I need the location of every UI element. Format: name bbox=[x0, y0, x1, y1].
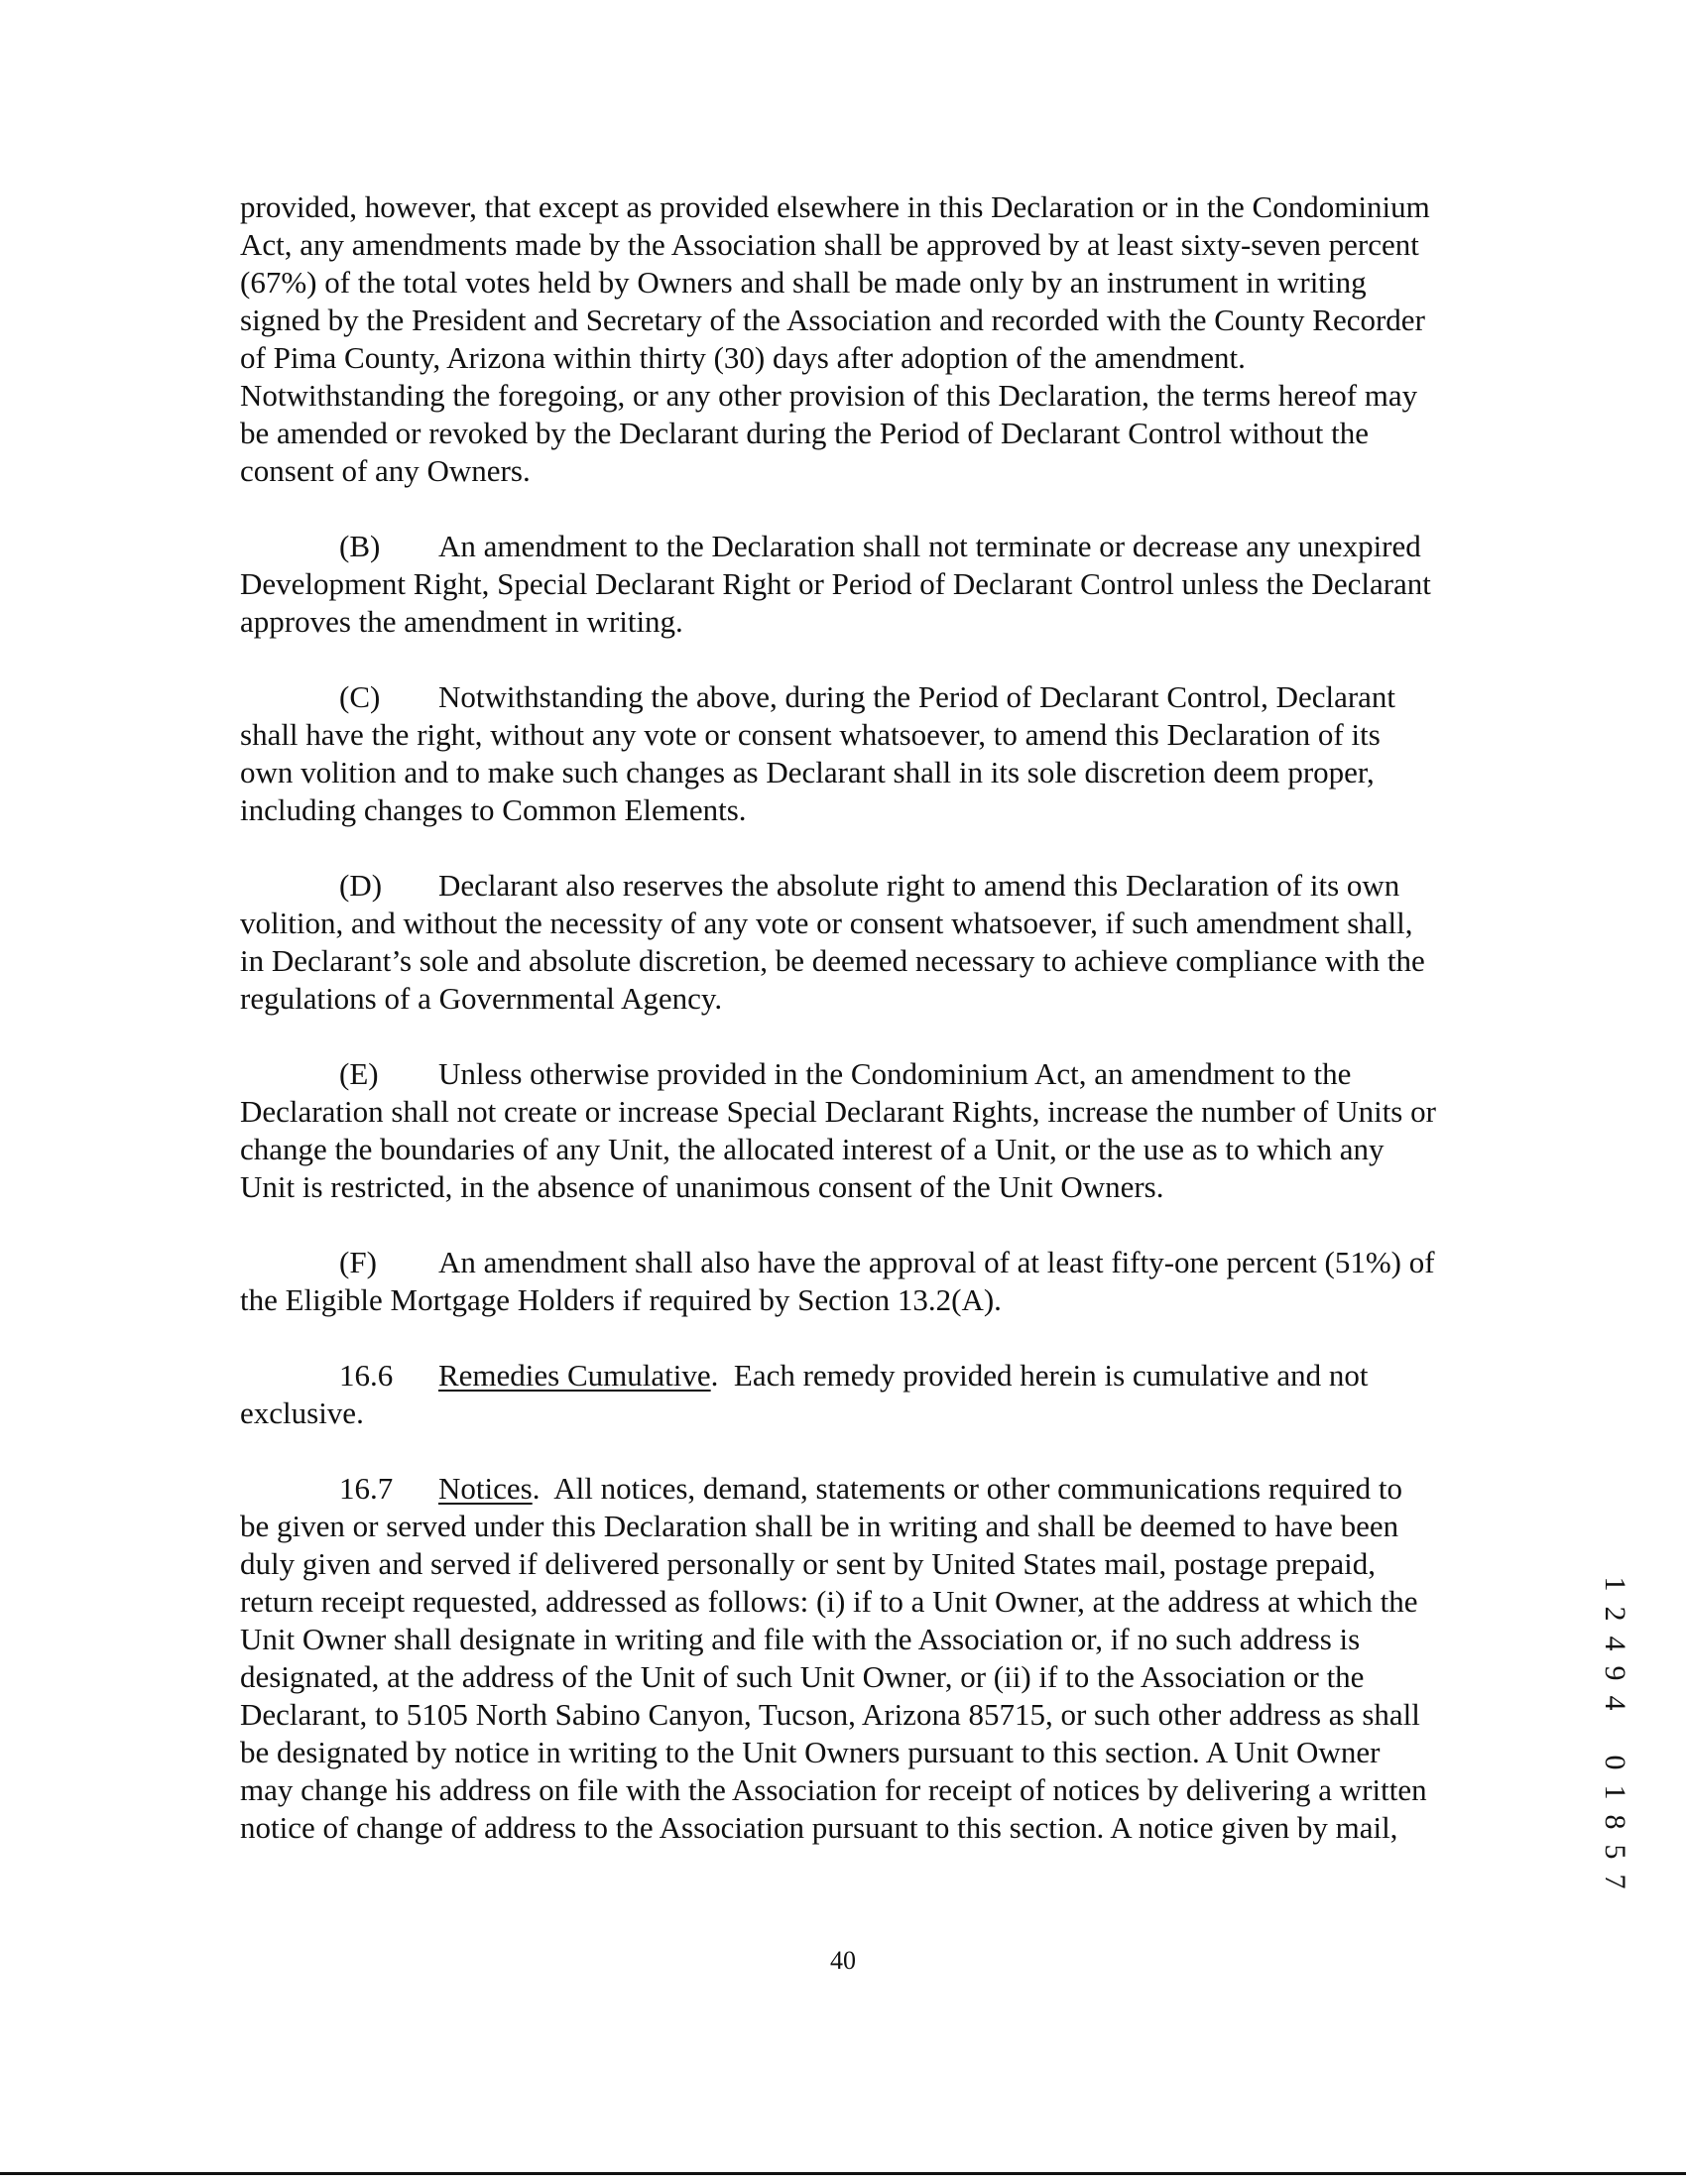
recording-stamp bbox=[1590, 1569, 1639, 1889]
section-title: Notices bbox=[438, 1471, 533, 1506]
subsection-label: (C) bbox=[339, 679, 381, 714]
subsection-text: An amendment to the Declaration shall not terminate or decrease any unexpired Development Right, Special Declarant Right or Period of Declarant Control unless the Declarant approves the amendment in writing. bbox=[240, 529, 1431, 639]
stamp-char: 8 bbox=[1599, 1814, 1631, 1830]
section-number: 16.7 bbox=[339, 1471, 394, 1506]
stamp-char: 9 bbox=[1599, 1665, 1631, 1681]
subsection-label: (D) bbox=[339, 868, 383, 903]
subsection-text: Notwithstanding the above, during the Period of Declarant Control, Declarant shall have the right, without any vote or consent whatsoever, to amend this Declaration of its own volition and to make such changes as Declarant shall in its sole discretion deem proper, including changes to Common Elements. bbox=[240, 679, 1396, 827]
intro-paragraph: provided, however, that except as provided elsewhere in this Declaration or in the Condominium Act, any amendments made by the Association shall be approved by at least sixty-seven percent (67%) of the total votes held by Owners and shall be made only by an instrument in writing signed by the President and Secretary of the Association and recorded with the County Recorder of Pima County, Arizona within thirty (30) days after adoption of the amendment. Notwithstanding the foregoing, or any other provision of this Declaration, the terms hereof may be amended or revoked by the Declarant during the Period of Declarant Control without the consent of any Owners. bbox=[240, 189, 1430, 488]
stamp-char: 4 bbox=[1599, 1695, 1631, 1711]
subsection-c bbox=[240, 678, 1438, 829]
section-16-7 bbox=[240, 1470, 1438, 1847]
page-number: 40 bbox=[830, 1946, 856, 1975]
subsection-label: (B) bbox=[339, 529, 381, 563]
subsection-b bbox=[240, 528, 1438, 641]
stamp-char: 7 bbox=[1599, 1874, 1631, 1889]
subsection-e bbox=[240, 1055, 1438, 1206]
subsection-label: (E) bbox=[339, 1056, 379, 1091]
document-body bbox=[240, 188, 1438, 1884]
section-text: Each remedy provided herein is cumulative and not exclusive. bbox=[240, 1358, 1369, 1430]
stamp-char: 0 bbox=[1599, 1755, 1631, 1770]
scan-edge-line bbox=[0, 2172, 1686, 2175]
section-16-6 bbox=[240, 1357, 1438, 1432]
stamp-char: 2 bbox=[1599, 1606, 1631, 1622]
subsection-label: (F) bbox=[339, 1245, 377, 1279]
section-number: 16.6 bbox=[339, 1358, 394, 1393]
subsection-text: Unless otherwise provided in the Condominium Act, an amendment to the Declaration shall not create or increase Special Declarant Rights, increase the number of Units or change the boundaries of any Unit, the allocated interest of a Unit, or the use as to which any Unit is restricted, in the absence of unanimous consent of the Unit Owners. bbox=[240, 1056, 1436, 1204]
section-text: All notices, demand, statements or other communications required to be given or served under this Declaration shall be in writing and shall be deemed to have been duly given and served if delivered personally or sent by United States mail, postage prepaid, return receipt requested, addressed as follows: (i) if to a Unit Owner, at the address at which the Unit Owner shall designate in writing and file with the Association or, if no such address is designated, at the address of the Unit of such Unit Owner, or (ii) if to the Association or the Declarant, to 5105 North Sabino Canyon, Tucson, Arizona 85715, or such other address as shall be designated by notice in writing to the Unit Owners pursuant to this section. A Unit Owner may change his address on file with the Association for receipt of notices by delivering a written notice of change of address to the Association pursuant to this section. A notice given by mail, bbox=[240, 1471, 1427, 1845]
stamp-char: 5 bbox=[1599, 1844, 1631, 1860]
subsection-d bbox=[240, 867, 1438, 1018]
subsection-f bbox=[240, 1244, 1438, 1319]
subsection-text: An amendment shall also have the approval of at least fifty-one percent (51%) of the Eligible Mortgage Holders if required by Section 13.2(A). bbox=[240, 1245, 1435, 1317]
section-title: Remedies Cumulative bbox=[438, 1358, 711, 1393]
section-title-period: . bbox=[710, 1358, 734, 1393]
section-title-period: . bbox=[532, 1471, 554, 1506]
stamp-char: 4 bbox=[1599, 1636, 1631, 1651]
stamp-char: 1 bbox=[1599, 1784, 1631, 1800]
stamp-char: 1 bbox=[1599, 1576, 1631, 1592]
subsection-text: Declarant also reserves the absolute right to amend this Declaration of its own volition, and without the necessity of any vote or consent whatsoever, if such amendment shall, in Declarant’s sole and absolute discretion, be deemed necessary to achieve compliance with the regulations of a Governmental Agency. bbox=[240, 868, 1425, 1016]
